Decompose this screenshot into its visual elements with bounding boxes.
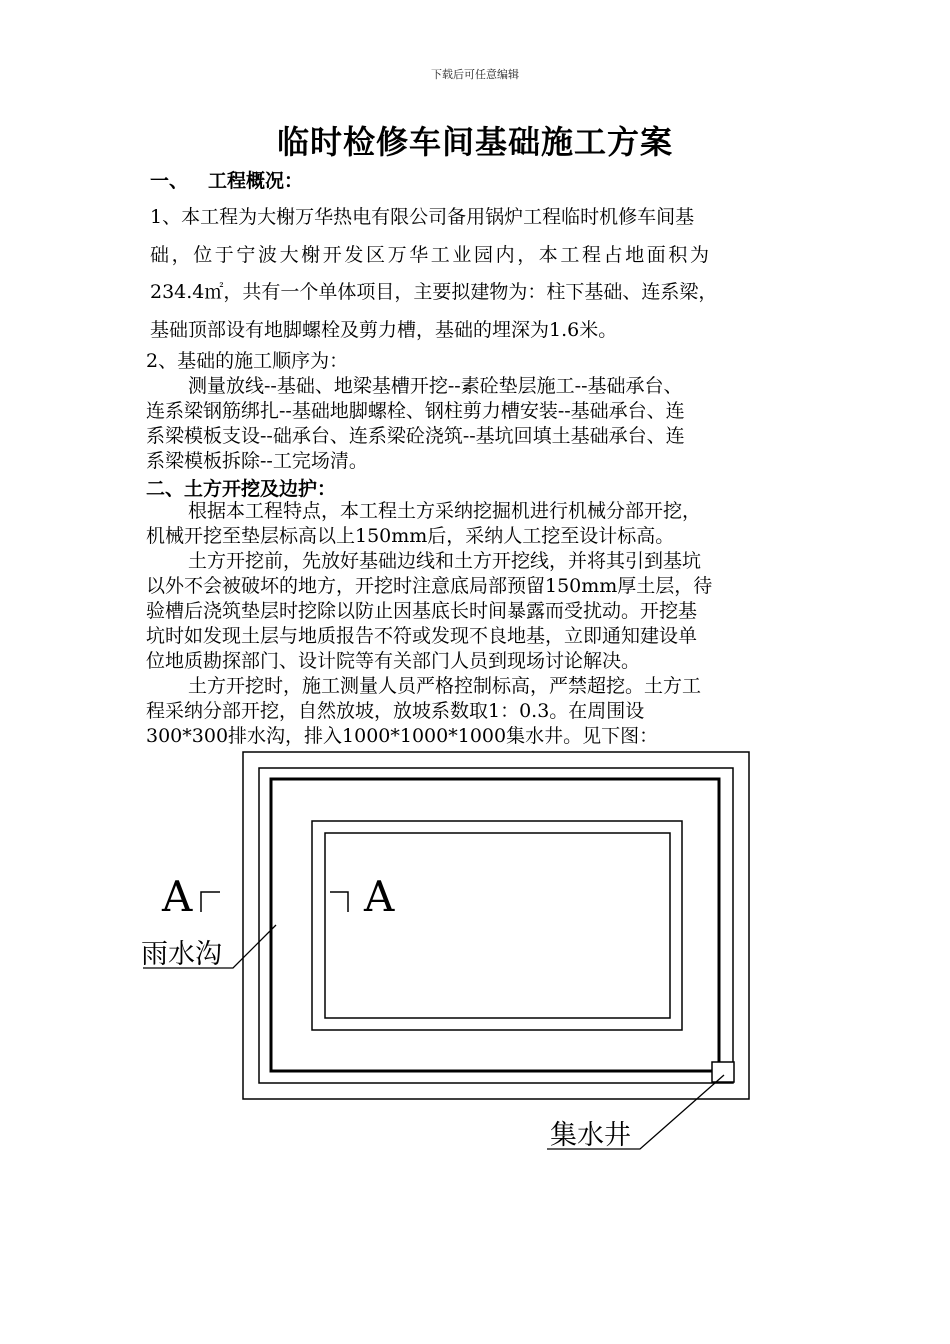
section-2-heading: 二、土方开挖及边护： [146, 478, 337, 500]
ditch-label: 雨水沟 [141, 939, 222, 970]
text-line: 以外不会被破坏的地方，开挖时注意底局部预留150mm厚土层，待 [146, 575, 713, 597]
text-line: 机械开挖至垫层标高以上150mm后，采纳人工挖至设计标高。 [146, 525, 675, 547]
text-line: 系梁模板拆除--工完场清。 [146, 450, 368, 472]
foundation-outer [312, 821, 682, 1030]
text-line: 基础顶部设有地脚螺栓及剪力槽，基础的埋深为1.6米。 [150, 318, 618, 341]
section-1-heading [150, 166, 303, 193]
excavation-outer-boundary [243, 752, 749, 1099]
page-header: 下载后可任意编辑 [431, 68, 519, 81]
text-line: 土方开挖时，施工测量人员严格控制标高，严禁超挖。土方工 [188, 675, 702, 697]
text-line: 土方开挖前，先放好基础边线和土方开挖线，并将其引到基坑 [188, 550, 702, 572]
section-1-number: 一、 [150, 170, 189, 192]
section-2-paragraph-2 [146, 549, 816, 674]
section-2-paragraph-1 [146, 499, 816, 549]
text-line: 234.4㎡，共有一个单体项目，主要拟建物为：柱下基础、连系梁， [150, 281, 718, 303]
ditch-outer-edge [259, 768, 733, 1083]
text-line: 坑时如发现土层与地质报告不符或发现不良地基，立即通知建设单 [146, 625, 698, 647]
text-line: 程采纳分部开挖，自然放坡，放坡系数取1：0.3。在周围设 [146, 700, 645, 722]
text-line: 根据本工程特点，本工程土方采纳挖掘机进行机械分部开挖， [188, 500, 702, 522]
document-title: 临时检修车间基础施工方案 [276, 123, 673, 161]
foundation-inner [325, 833, 670, 1018]
sump-well-label: 集水井 [550, 1120, 631, 1151]
text-line: 础，位于宁波大榭开发区万华工业园内，本工程占地面积为 [150, 243, 712, 266]
excavation-plan-diagram [0, 740, 950, 1160]
text-line: 1、本工程为大榭万华热电有限公司备用锅炉工程临时机修车间基 [150, 206, 695, 228]
text-line: 300*300排水沟，排入1000*1000*1000集水井。见下图： [146, 725, 659, 747]
section-mark-left: A [162, 872, 193, 921]
text-line: 验槽后浇筑垫层时挖除以防止因基底长时间暴露而受扰动。开挖基 [146, 600, 698, 622]
section-mark-right-bracket [330, 892, 348, 912]
section-mark-right: A [364, 872, 395, 921]
ditch-inner-edge [271, 779, 719, 1071]
text-line: 2、基础的施工顺序为： [146, 350, 349, 372]
section-1-paragraph-2 [146, 349, 816, 474]
text-line: 位地质勘探部门、设计院等有关部门人员到现场讨论解决。 [146, 650, 641, 672]
text-line: 测量放线--基础、地梁基槽开挖--素砼垫层施工--基础承台、 [188, 375, 683, 397]
text-line: 系梁模板支设--础承台、连系梁砼浇筑--基坑回填土基础承台、连 [146, 425, 685, 447]
section-mark-left-bracket [201, 892, 220, 912]
section-1-paragraph-1 [150, 199, 826, 349]
section-2-paragraph-3 [146, 674, 816, 749]
sump-well [712, 1062, 734, 1082]
text-line: 连系梁钢筋绑扎--基础地脚螺栓、钢柱剪力槽安装--基础承台、连 [146, 400, 685, 422]
section-1-heading-text: 工程概况： [208, 170, 304, 192]
